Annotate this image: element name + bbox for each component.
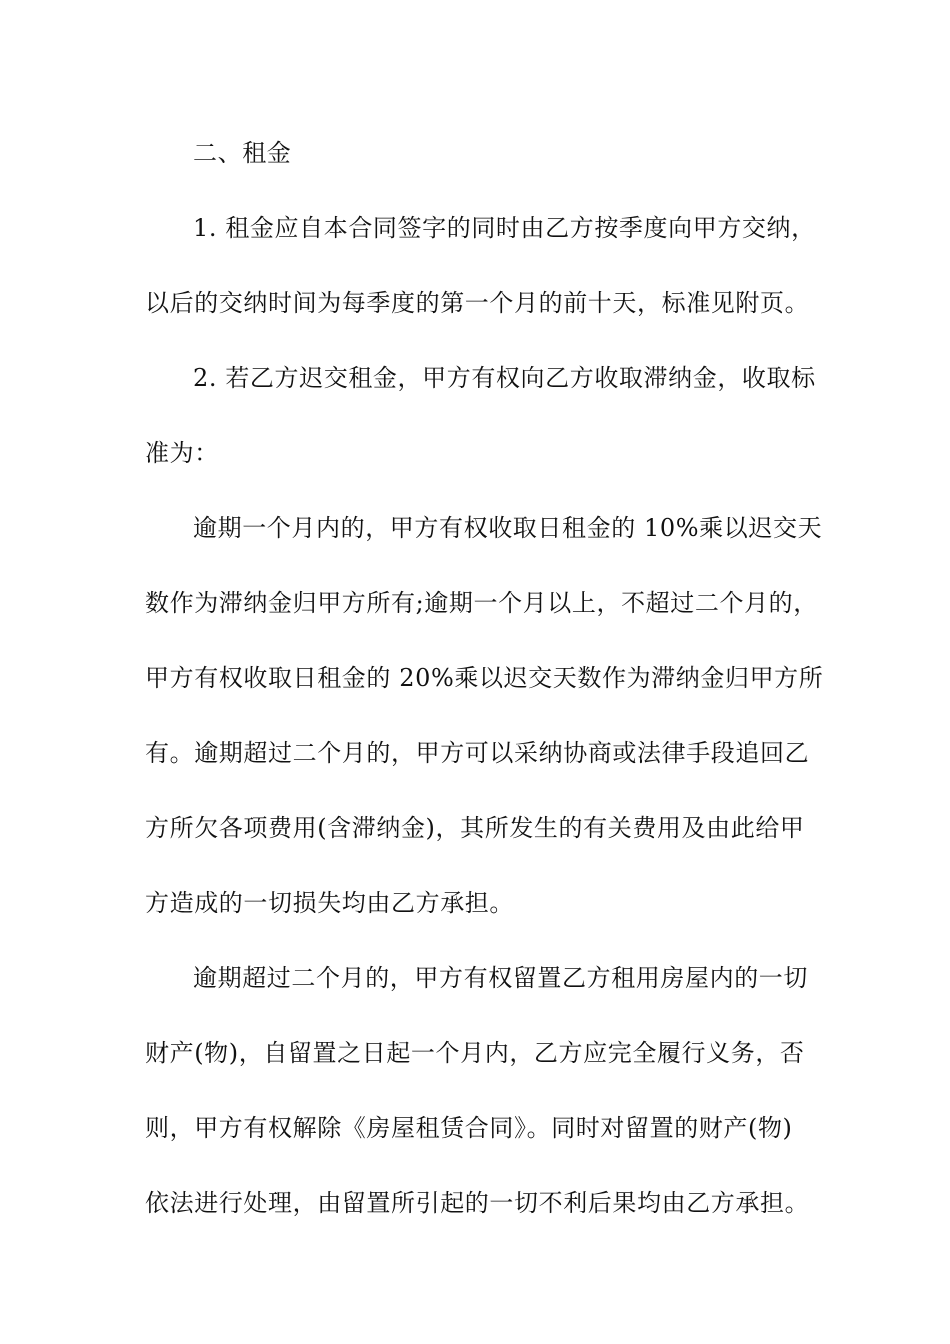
late-fee-para-line-2: 数作为滞纳金归甲方所有;逾期一个月以上，不超过二个月的，	[145, 589, 818, 617]
late-fee-para-line-1: 逾期一个月内的，甲方有权收取日租金的 10%乘以迟交天	[193, 514, 823, 542]
clause-1-line-1: 1. 租金应自本合同签字的同时由乙方按季度向甲方交纳，	[193, 214, 816, 242]
section-heading-rent: 二、租金	[193, 139, 292, 167]
lien-para-line-4: 依法进行处理，由留置所引起的一切不利后果均由乙方承担。	[145, 1189, 810, 1217]
lien-para-line-2: 财产(物)，自留置之日起一个月内，乙方应完全履行义务，否	[145, 1039, 805, 1067]
late-fee-para-line-6: 方造成的一切损失均由乙方承担。	[145, 889, 514, 917]
late-fee-para-line-3: 甲方有权收取日租金的 20%乘以迟交天数作为滞纳金归甲方所	[145, 664, 824, 692]
late-fee-para-line-4: 有。逾期超过二个月的，甲方可以采纳协商或法律手段追回乙	[145, 739, 810, 767]
lien-para-line-3: 则，甲方有权解除《房屋租赁合同》。同时对留置的财产(物)	[145, 1114, 793, 1142]
clause-2-line-1: 2. 若乙方迟交租金，甲方有权向乙方收取滞纳金，收取标	[193, 364, 816, 392]
lien-para-line-1: 逾期超过二个月的，甲方有权留置乙方租用房屋内的一切	[193, 964, 808, 992]
late-fee-para-line-5: 方所欠各项费用(含滞纳金)，其所发生的有关费用及由此给甲	[145, 814, 805, 842]
clause-1-line-2: 以后的交纳时间为每季度的第一个月的前十天，标准见附页。	[145, 289, 810, 317]
clause-2-line-2: 准为：	[145, 439, 219, 467]
